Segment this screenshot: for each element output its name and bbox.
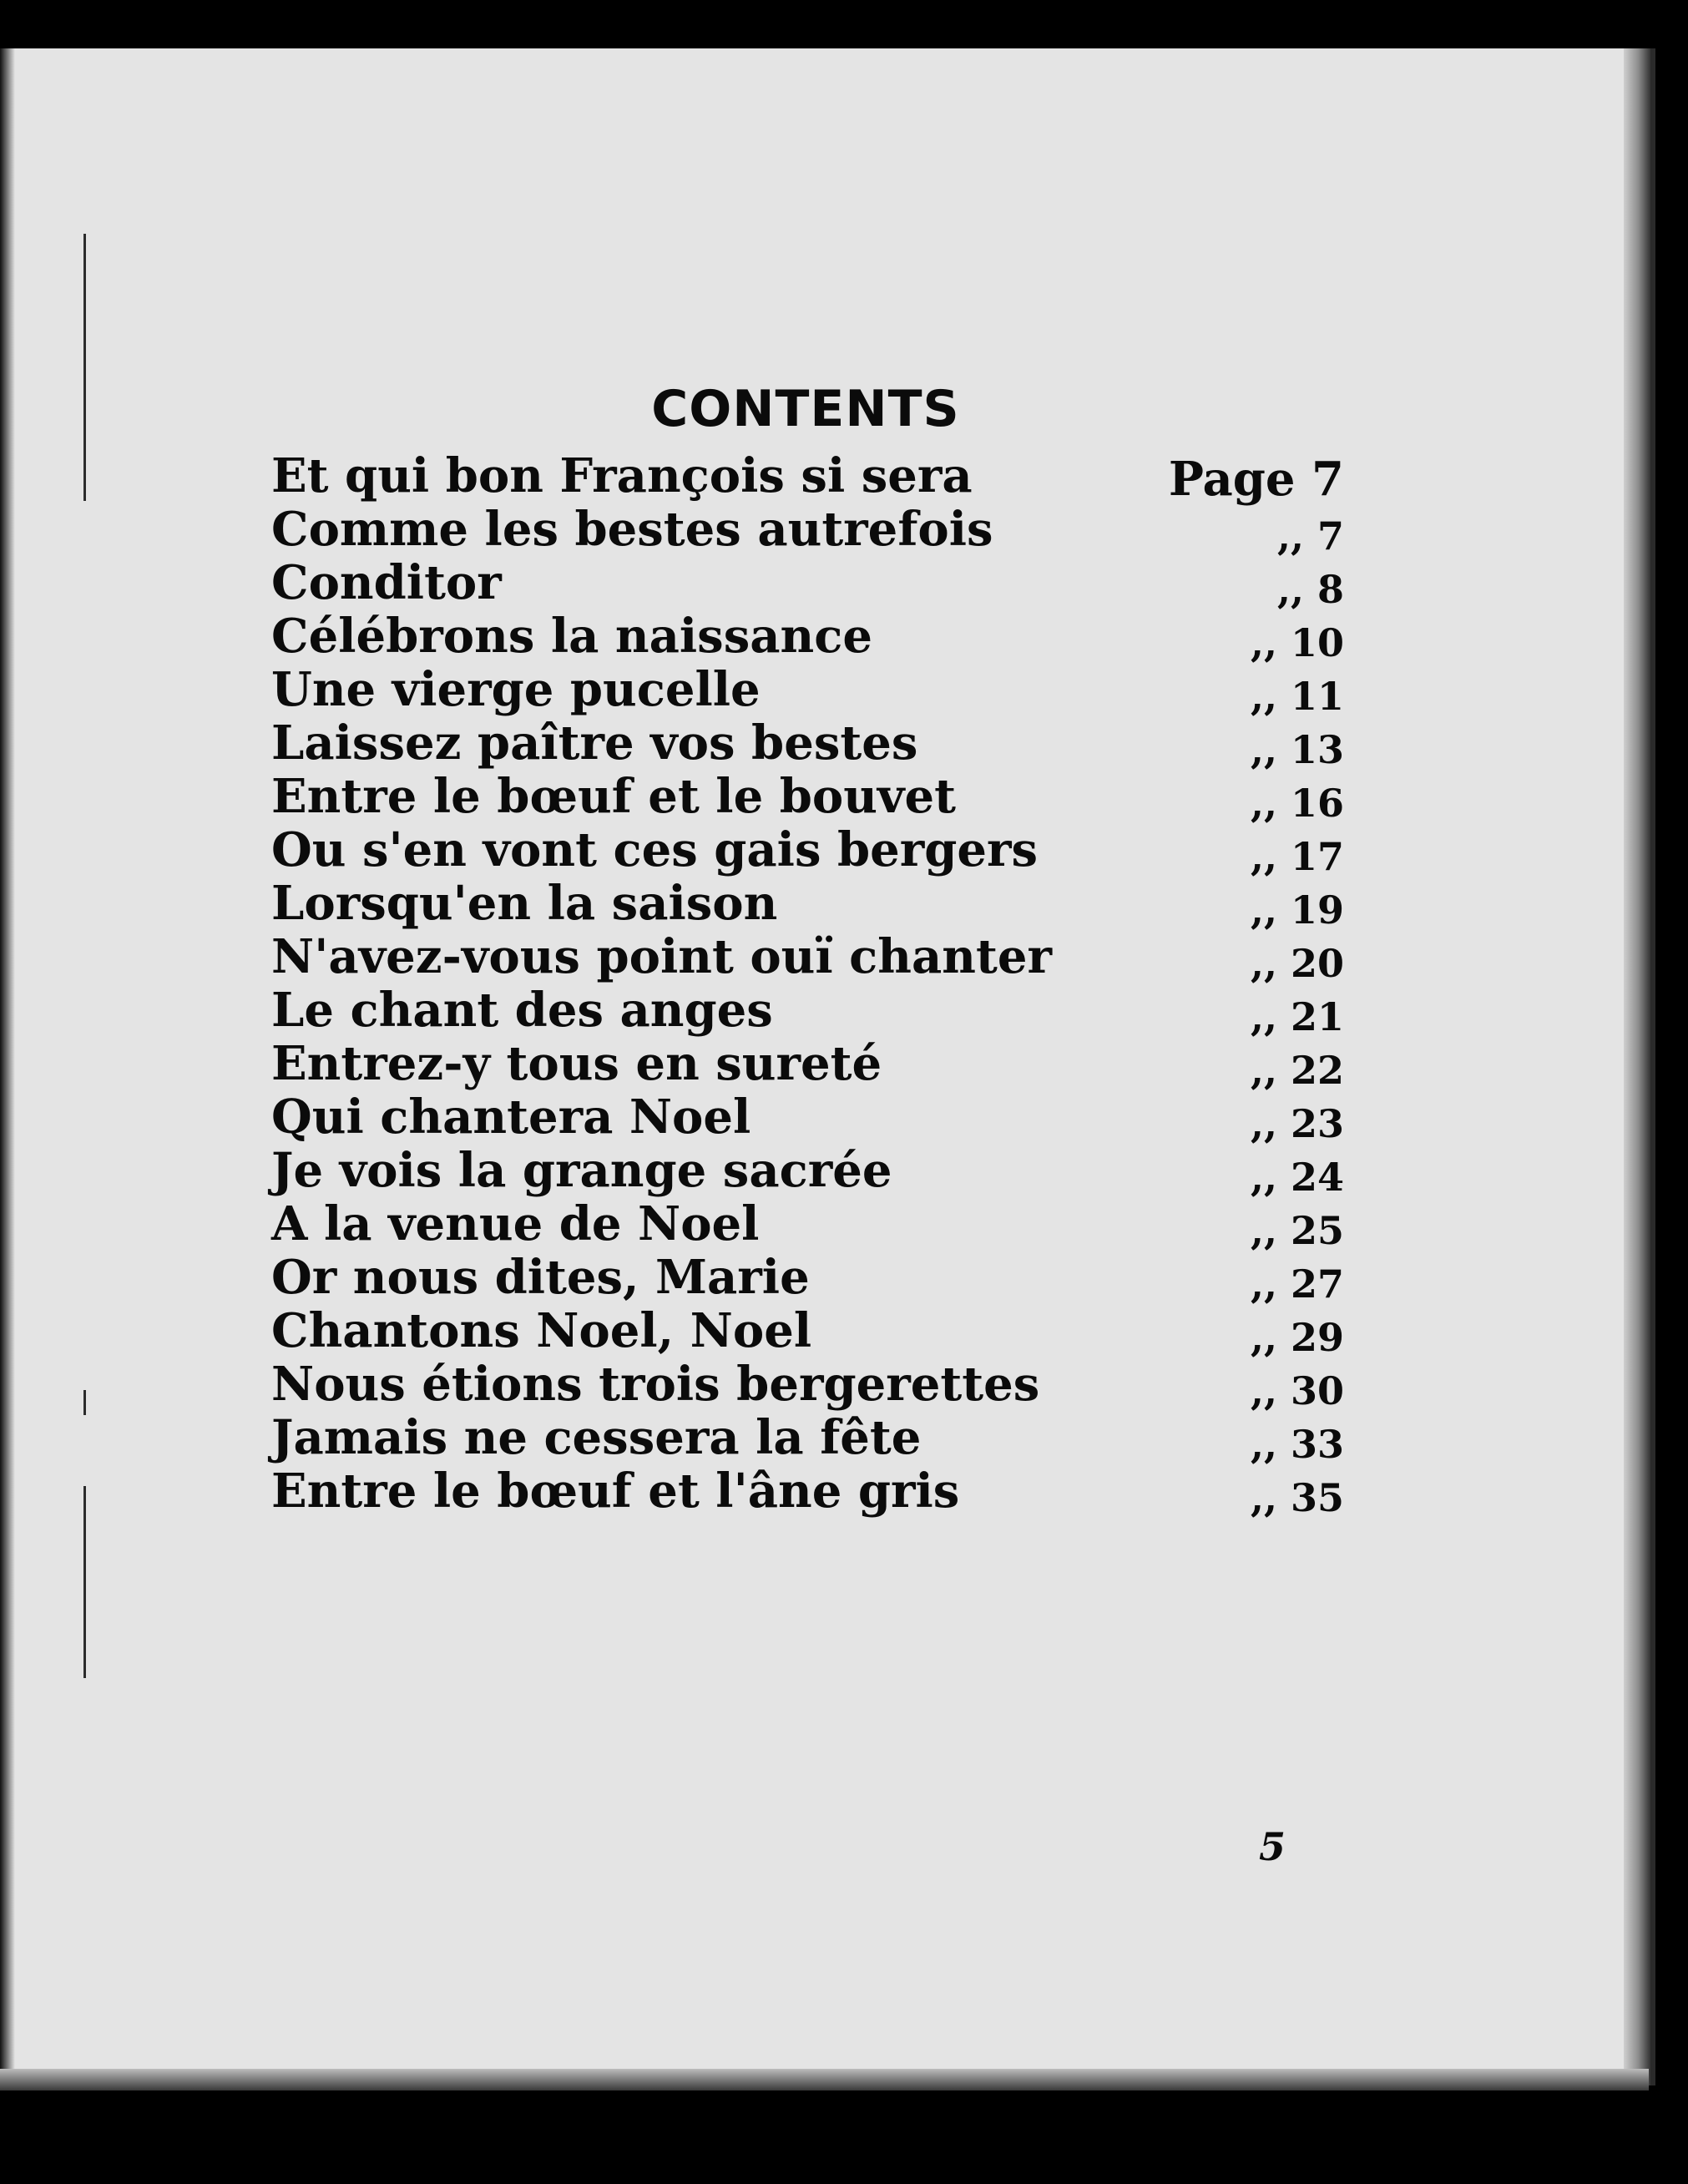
toc-entry <box>271 609 1344 663</box>
toc-entry-page: ,, 30 <box>1250 1368 1344 1413</box>
toc-entry-title: A la venue de Noel <box>271 1196 760 1251</box>
margin-rule <box>83 234 86 501</box>
toc-entry-title: Entre le bœuf et le bouvet <box>271 769 956 824</box>
page-edge-right <box>1624 48 1650 2085</box>
toc-entry-title: Ou s'en vont ces gais bergers <box>271 822 1039 877</box>
toc-entry-title: Qui chantera Noel <box>271 1089 751 1145</box>
toc-entry-page: ,, 22 <box>1250 1048 1344 1093</box>
toc-entry-page: ,, 16 <box>1250 781 1344 826</box>
toc-entry-title: Chantons Noel, Noel <box>271 1303 812 1358</box>
toc-entry <box>271 1036 1344 1093</box>
contents-list <box>271 449 1344 1518</box>
toc-entry-title: Le chant des anges <box>271 983 773 1038</box>
toc-entry <box>271 1090 1344 1144</box>
toc-entry-title: Lorsqu'en la saison <box>271 876 778 931</box>
toc-entry <box>271 769 1344 826</box>
toc-entry <box>271 448 1344 507</box>
toc-entry-page: ,, 23 <box>1250 1101 1344 1146</box>
toc-entry-page: ,, 17 <box>1250 834 1344 879</box>
toc-entry-page: ,, 24 <box>1250 1155 1344 1200</box>
toc-entry <box>271 1303 1344 1360</box>
toc-entry-page: ,, 25 <box>1250 1208 1344 1253</box>
toc-entry-page: ,, 13 <box>1250 727 1344 772</box>
toc-entry-page: ,, 19 <box>1250 887 1344 933</box>
toc-entry <box>271 876 1344 933</box>
toc-entry-title: Conditor <box>271 555 502 610</box>
toc-entry <box>271 983 1344 1037</box>
toc-entry <box>271 716 1344 770</box>
toc-entry-page: ,, 8 <box>1276 567 1344 612</box>
toc-entry-page: ,, 29 <box>1250 1315 1344 1360</box>
toc-entry-page: ,, 20 <box>1250 941 1344 986</box>
page-title: CONTENTS <box>651 380 960 439</box>
toc-entry-title: Or nous dites, Marie <box>271 1250 810 1305</box>
toc-entry-title: Je vois la grange sacrée <box>271 1143 892 1198</box>
margin-rule <box>83 1390 86 1415</box>
toc-entry-title: Nous étions trois bergerettes <box>271 1357 1040 1412</box>
toc-entry-page: ,, 10 <box>1250 620 1344 665</box>
toc-entry-page: ,, 7 <box>1276 513 1344 559</box>
toc-entry-page: ,, 21 <box>1250 994 1344 1039</box>
page-edge-bottom <box>0 2069 1649 2090</box>
toc-entry-title: N'avez-vous point ouï chanter <box>271 929 1052 984</box>
toc-entry-page: ,, 11 <box>1250 674 1344 719</box>
toc-entry <box>271 1143 1344 1200</box>
toc-entry <box>271 1357 1344 1411</box>
toc-entry-title: Comme les bestes autrefois <box>271 502 993 557</box>
toc-entry <box>271 823 1344 877</box>
toc-entry <box>271 555 1344 612</box>
toc-entry-title: Laissez paître vos bestes <box>271 715 918 771</box>
toc-entry <box>271 929 1344 986</box>
page-number: 5 <box>1259 1824 1286 1869</box>
toc-entry <box>271 1197 1344 1251</box>
toc-entry <box>271 1250 1344 1307</box>
toc-entry-title: Une vierge pucelle <box>271 662 761 717</box>
toc-entry-page: ,, 27 <box>1250 1261 1344 1307</box>
toc-entry <box>271 1410 1344 1467</box>
margin-rule <box>83 1486 86 1678</box>
toc-entry-page: ,, 35 <box>1250 1475 1344 1520</box>
toc-entry <box>271 1464 1344 1518</box>
toc-entry-title: Entrez-y tous en sureté <box>271 1036 882 1091</box>
toc-entry-title: Entre le bœuf et l'âne gris <box>271 1464 960 1519</box>
spine-shadow <box>0 48 15 2085</box>
toc-entry <box>271 502 1344 559</box>
toc-entry-page: Page 7 <box>1168 452 1344 507</box>
toc-entry-title: Célébrons la naissance <box>271 609 872 664</box>
toc-entry-title: Jamais ne cessera la fête <box>271 1410 922 1465</box>
toc-entry-title: Et qui bon François si sera <box>271 448 973 503</box>
toc-entry <box>271 662 1344 719</box>
toc-entry-page: ,, 33 <box>1250 1422 1344 1467</box>
